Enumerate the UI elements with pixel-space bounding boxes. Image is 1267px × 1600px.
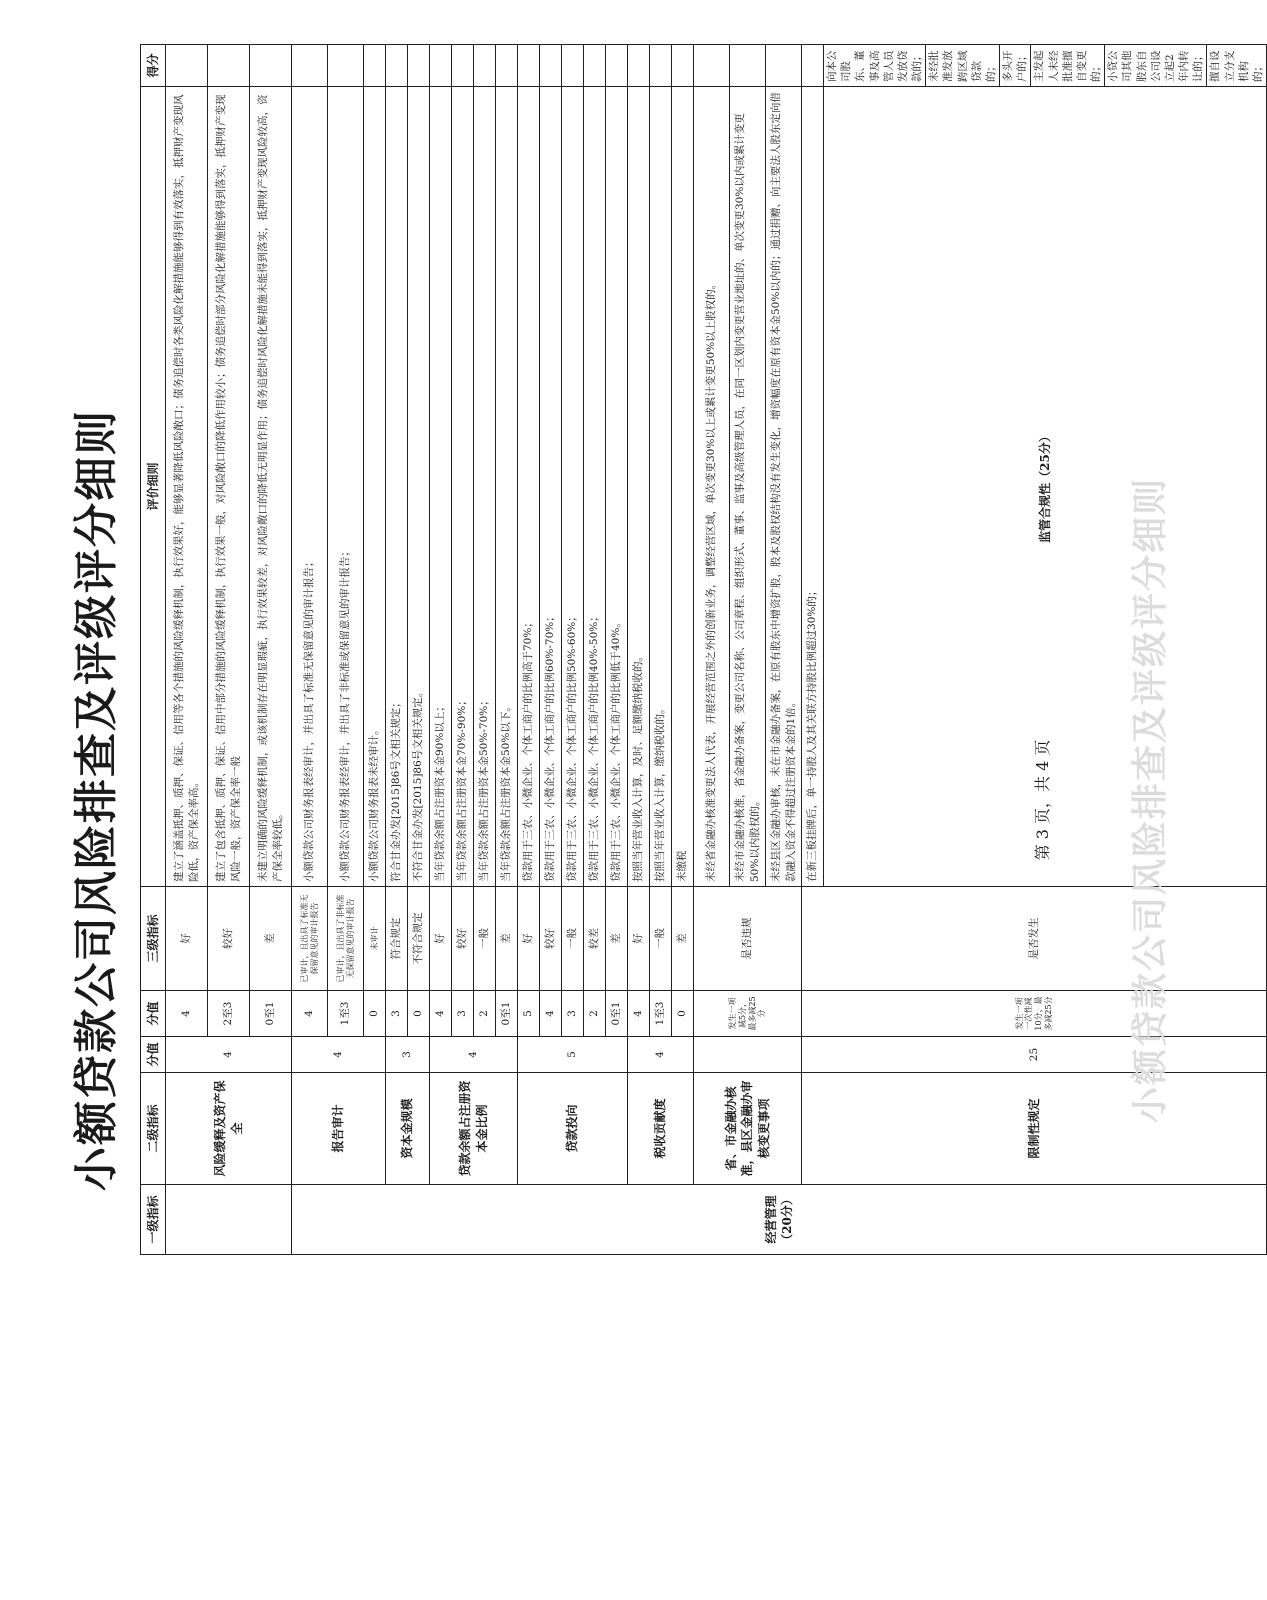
score-cell — [540, 45, 562, 87]
score-cell — [166, 45, 208, 87]
level3: 未审计 — [364, 887, 386, 991]
level3: 是否发生 — [802, 887, 1267, 991]
level2-score: 4 — [166, 1037, 292, 1073]
score-cell — [496, 45, 518, 87]
points: 4 — [540, 991, 562, 1037]
score-cell — [474, 45, 496, 87]
points: 发生一项一次性减10分，最多减25分 — [802, 991, 1267, 1037]
points: 1至3 — [650, 991, 672, 1037]
level3: 符合规定 — [386, 887, 408, 991]
level2-name: 资本金规模 — [386, 1073, 430, 1185]
level3: 已审计，且出具了标准无保留意见的审计报告 — [292, 887, 328, 991]
detail: 未经市金融办核准，省金融办备案，变更公司名称、公司章程、组织形式、董事、监事及高级管理人员，在同一区划内变更营业地址的、单次变更30%以内或累计变更50%以内股权的。 — [730, 87, 766, 887]
detail: 未建立明确的风险缓释机制，或该机制存在明显瑕疵，执行效果较差，对风险敞口的降低无明显作用；债务追偿时风险化解措施未能得到落实，抵押财产变现风险较高，资产保全率较低。 — [250, 87, 292, 887]
level2-score: 4 — [628, 1037, 694, 1073]
level3: 较好 — [208, 887, 250, 991]
points: 0 — [364, 991, 386, 1037]
level1-name: 监管合规性（25分） — [824, 87, 1267, 887]
score-cell — [606, 45, 628, 87]
score-cell — [452, 45, 474, 87]
detail: 小额贷款公司财务报表经审计，并出具了非标准或保留意见的审计报告； — [328, 87, 364, 887]
level3: 差 — [250, 887, 292, 991]
level3: 一般 — [650, 887, 672, 991]
detail: 在新三板挂牌后，单一持股人及其关联方持股比例超过30%的； — [802, 87, 824, 887]
score-cell — [518, 45, 540, 87]
level3: 好 — [628, 887, 650, 991]
detail: 符合甘金办发[2015]86号文相关规定； — [386, 87, 408, 887]
score-cell — [250, 45, 292, 87]
points: 2 — [474, 991, 496, 1037]
level3: 差 — [672, 887, 694, 991]
detail: 贷款用于三农、小微企业、个体工商户的比例50%-60%； — [562, 87, 584, 887]
level3: 一般 — [562, 887, 584, 991]
detail: 贷款用于三农、小微企业、个体工商户的比例低于40%。 — [606, 87, 628, 887]
points: 4 — [430, 991, 452, 1037]
level2-name: 限制性规定 — [802, 1073, 1267, 1185]
level2-name: 省、市金融办核准，县区金融办审核变更事项 — [694, 1073, 802, 1185]
score-cell — [650, 45, 672, 87]
points: 2至3 — [208, 991, 250, 1037]
detail: 当年贷款余额占注册资本金70%-90%； — [452, 87, 474, 887]
points: 2 — [584, 991, 606, 1037]
detail: 未经县区金融办审核，未在市金融办备案，在原有股东中增资扩股，股本及股权结构没有发生变化，增资幅度在原有资本金50%以内的；通过捐赠、向主要法人股东定向借款融入资金不得超过注册资本金的1倍。 — [766, 87, 802, 887]
score-cell — [292, 45, 328, 87]
level1-cell-blank — [166, 1185, 292, 1255]
detail: 按照当年营业收入计算，及时、足额缴纳税收的。 — [628, 87, 650, 887]
score-cell — [628, 45, 650, 87]
points: 0至1 — [606, 991, 628, 1037]
detail: 小额贷款公司财务报表经审计，并出具了标准无保留意见的审计报告； — [292, 87, 328, 887]
level2-score: 25 — [802, 1037, 1267, 1073]
level3: 较好 — [540, 887, 562, 991]
detail: 小额贷款公司财务报表未经审计。 — [364, 87, 386, 887]
points: 3 — [452, 991, 474, 1037]
score-cell — [208, 45, 250, 87]
level2-name: 贷款余额占注册资本金比例 — [430, 1073, 518, 1185]
detail: 小贷公司其他股东自公司设立起2年内转让的； — [1105, 45, 1207, 87]
points: 3 — [562, 991, 584, 1037]
bleed-through-title: 小额贷款公司风险排查及评级评分细则 — [1129, 477, 1171, 1124]
table-header-row — [141, 45, 166, 1255]
detail: 擅自设立分支机构的； — [1207, 45, 1267, 87]
points: 发生一项减5分，最多减25分 — [694, 991, 802, 1037]
level3: 是否违规 — [694, 887, 802, 991]
level2-name: 风险缓释及资产保全 — [166, 1073, 292, 1185]
level2-score: 4 — [430, 1037, 518, 1073]
level2-score: 4 — [292, 1037, 386, 1073]
score-cell — [584, 45, 606, 87]
detail: 未经批准发放跨区域贷款的； — [926, 45, 1000, 87]
points: 0 — [408, 991, 430, 1037]
detail: 当年贷款余额占注册资本金90%以上； — [430, 87, 452, 887]
points: 0至1 — [250, 991, 292, 1037]
detail: 建立了涵盖抵押、质押、保证、信用等各个措施的风险缓释机制，执行效果好，能够显著降低风险敞口；债务追偿时各类风险化解措施能够得到有效落实，抵押财产变现风险低，资产保全率高。 — [166, 87, 208, 887]
level3: 已审计，且出具了非标准无保留意见的审计报告 — [328, 887, 364, 991]
detail: 未经省金融办核准变更法人代表，开展经营范围之外的创新业务，调整经营区域，单次变更30%以上或累计变更50%以上股权的。 — [694, 87, 730, 887]
score-cell — [694, 45, 730, 87]
score-cell — [802, 45, 824, 87]
header-level3: 三级指标 — [141, 887, 166, 991]
header-level1: 一级指标 — [141, 1185, 166, 1255]
level3: 好 — [166, 887, 208, 991]
detail: 按照当年营业收入计算，缴纳税收的。 — [650, 87, 672, 887]
score-cell — [430, 45, 452, 87]
score-cell — [562, 45, 584, 87]
points: 0 — [672, 991, 694, 1037]
detail: 不符合甘金办发[2015]86号文相关规定。 — [408, 87, 430, 887]
points: 5 — [518, 991, 540, 1037]
detail: 建立了包含抵押、质押、保证、信用中部分措施的风险缓释机制，执行效果一般，对风险敞口的降低作用较小；债务追偿时部分风险化解措施能够得到落实，抵押财产变现风险一般，资产保全率一般 — [208, 87, 250, 887]
detail: 当年贷款余额占注册资本金50%以下。 — [496, 87, 518, 887]
score-cell — [730, 45, 766, 87]
score-cell — [408, 45, 430, 87]
page-footer: 第 3 页，共 4 页 — [1033, 739, 1052, 861]
detail: 贷款用于三农、小微企业、个体工商户的比例60%-70%； — [540, 87, 562, 887]
header-result: 得分 — [141, 45, 166, 87]
score-cell — [328, 45, 364, 87]
level2-name: 税收贡献度 — [628, 1073, 694, 1185]
level2-name: 报告审计 — [292, 1073, 386, 1185]
level2-score — [694, 1037, 802, 1073]
level1-name: 经营管理（20分） — [292, 1185, 1267, 1255]
page-title: 小额贷款公司风险排查及评级评分细则 — [71, 409, 122, 1191]
score-cell — [364, 45, 386, 87]
points: 4 — [628, 991, 650, 1037]
header-detail: 评价细则 — [141, 87, 166, 887]
level3: 好 — [518, 887, 540, 991]
level3: 差 — [606, 887, 628, 991]
level3: 较差 — [584, 887, 606, 991]
level3: 较好 — [452, 887, 474, 991]
level3: 不符合规定 — [408, 887, 430, 991]
detail: 贷款用于三农、小微企业、个体工商户的比例40%-50%； — [584, 87, 606, 887]
level3: 一般 — [474, 887, 496, 991]
detail: 当年贷款余额占注册资本金50%-70%； — [474, 87, 496, 887]
header-score-a: 分值 — [141, 1037, 166, 1073]
detail: 贷款用于三农、小微企业、个体工商户的比例高于70%； — [518, 87, 540, 887]
level2-name: 贷款投向 — [518, 1073, 628, 1185]
score-cell — [672, 45, 694, 87]
detail: 主发起人未经批准擅自变更的； — [1031, 45, 1105, 87]
level2-score: 3 — [386, 1037, 430, 1073]
detail: 多头开户的； — [1000, 45, 1031, 87]
detail: 未缴税 — [672, 87, 694, 887]
points: 1至3 — [328, 991, 364, 1037]
header-level2: 二级指标 — [141, 1073, 166, 1185]
level3: 差 — [496, 887, 518, 991]
points: 0至1 — [496, 991, 518, 1037]
detail: 向本公司股东、董事及高管人员发放贷款的； — [824, 45, 926, 87]
level3: 好 — [430, 887, 452, 991]
points: 4 — [166, 991, 208, 1037]
points: 3 — [386, 991, 408, 1037]
level2-score: 5 — [518, 1037, 628, 1073]
score-cell — [386, 45, 408, 87]
score-cell — [766, 45, 802, 87]
points: 4 — [292, 991, 328, 1037]
scoring-table — [140, 44, 1267, 1255]
header-score-b: 分值 — [141, 991, 166, 1037]
